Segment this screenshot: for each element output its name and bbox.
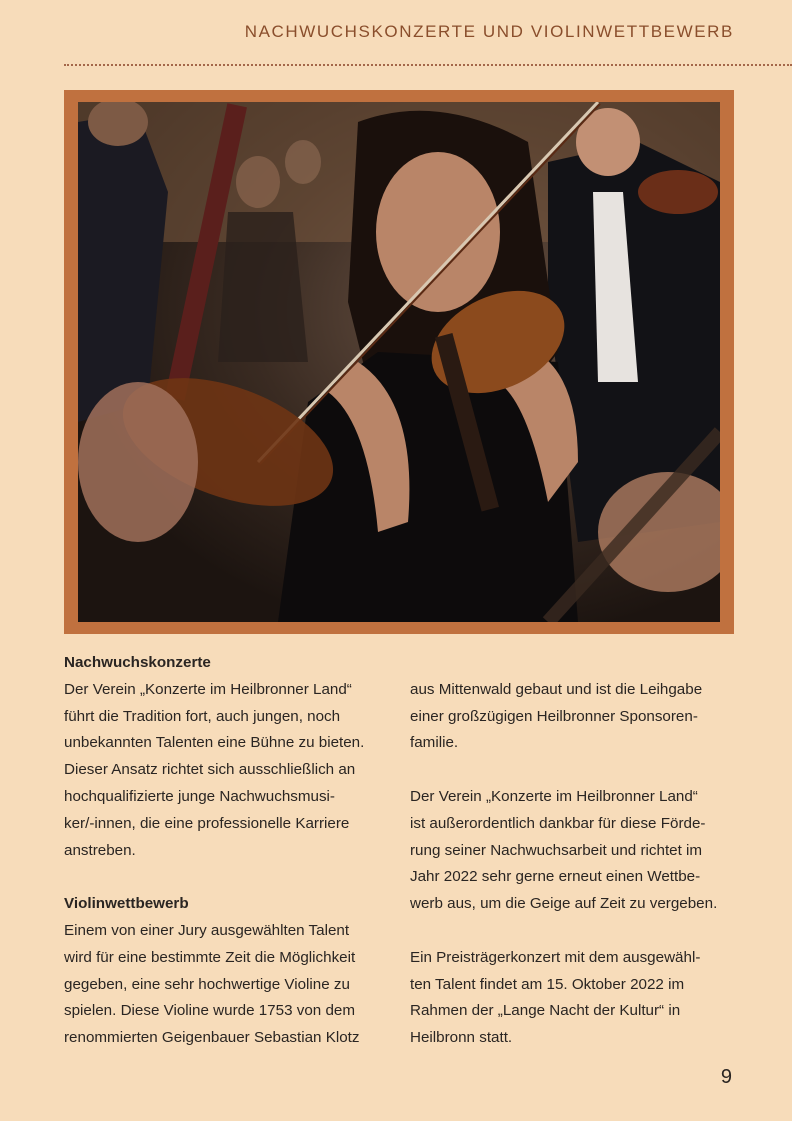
paragraph-nachwuchskonzerte [64,677,394,865]
text-line: Heilbronn statt. [410,1029,513,1047]
text-line: Der Verein „Konzerte im Heilbronner Land“ [64,680,352,698]
left-column [64,650,394,1052]
text-line: einer großzügigen Heilbronner Sponsoren- [410,707,698,725]
text-line: rung seiner Nachwuchsarbeit und richtet im [410,841,703,859]
photo-frame [64,90,734,634]
text-line: wird für eine bestimmte Zeit die Möglichkeit [64,948,356,966]
page-number: 9 [720,1066,732,1088]
running-header: NACHWUCHSKONZERTE UND VIOLINWETTBEWERB [244,22,734,41]
violinist-photo-illustration [78,102,720,622]
header-dotted-rule [64,64,792,66]
paragraph-gap [410,918,740,945]
text-line: familie. [410,734,459,752]
text-line: spielen. Diese Violine wurde 1753 von dem [64,1002,355,1020]
text-line: renommierten Geigenbauer Sebastian Klotz [64,1029,360,1047]
text-line: ist außerordentlich dankbar für diese Förde- [410,814,706,832]
paragraph-gap [410,757,740,784]
paragraph-dank [410,784,740,918]
text-line: Der Verein „Konzerte im Heilbronner Land“ [410,787,698,805]
paragraph-violine-leihgabe [410,677,740,757]
right-column [410,677,740,1052]
text-line: gegeben, eine sehr hochwertige Violine zu [64,975,350,993]
text-line: ker/-innen, die eine professionelle Karriere [64,814,350,832]
text-line: Ein Preisträgerkonzert mit dem ausgewähl- [410,948,701,966]
paragraph-gap [64,864,394,891]
text-line: werb aus, um die Geige auf Zeit zu vergeben. [410,895,718,913]
text-line: ten Talent findet am 15. Oktober 2022 im [410,975,685,993]
text-line: Dieser Ansatz richtet sich ausschließlich an [64,761,356,779]
violinist-photo [78,102,720,622]
text-line: Jahr 2022 sehr gerne erneut einen Wettbe- [410,868,701,886]
paragraph-preistraegerkonzert [410,945,740,1052]
text-line: hochqualifizierte junge Nachwuchsmusi- [64,787,335,805]
text-line: Rahmen der „Lange Nacht der Kultur“ in [410,1002,681,1020]
text-line: aus Mittenwald gebaut und ist die Leihgabe [410,680,703,698]
text-line: unbekannten Talenten eine Bühne zu bieten. [64,734,365,752]
paragraph-violinwettbewerb [64,918,394,1052]
text-line: Einem von einer Jury ausgewählten Talent [64,921,350,939]
heading-nachwuchskonzerte: Nachwuchskonzerte [64,654,211,671]
text-line: führt die Tradition fort, auch jungen, noch [64,707,341,725]
heading-violinwettbewerb: Violinwettbewerb [64,895,189,913]
text-line: anstreben. [64,841,136,859]
